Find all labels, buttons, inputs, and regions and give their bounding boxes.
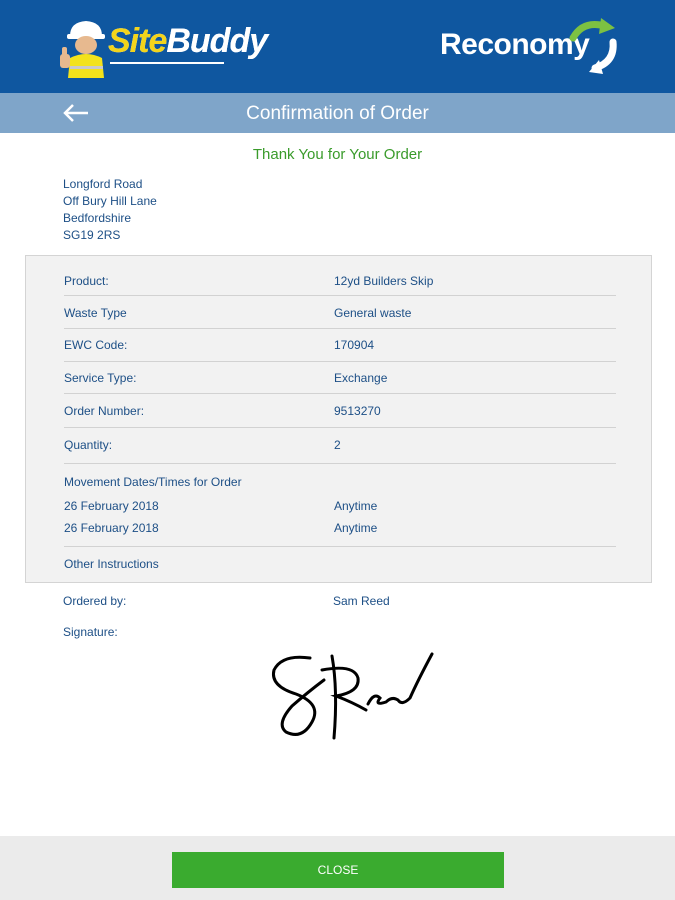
divider xyxy=(64,393,616,394)
footer-bar xyxy=(0,836,675,900)
waste-type-label: Waste Type xyxy=(64,306,127,320)
divider xyxy=(64,463,616,464)
movement-date: 26 February 2018 xyxy=(64,499,159,513)
ordered-by-value: Sam Reed xyxy=(333,594,390,608)
brand-header xyxy=(0,0,675,93)
other-instructions-label: Other Instructions xyxy=(64,557,159,571)
product-value: 12yd Builders Skip xyxy=(334,274,434,288)
address-line: Longford Road xyxy=(63,177,143,191)
ewc-code-value: 170904 xyxy=(334,338,375,352)
sitebuddy-underline xyxy=(110,62,224,64)
builder-mascot-icon xyxy=(56,14,116,78)
address-line: SG19 2RS xyxy=(63,228,121,242)
movement-dates-label: Movement Dates/Times for Order xyxy=(64,475,242,489)
ordered-by-label: Ordered by: xyxy=(63,594,127,608)
waste-type-value: General waste xyxy=(334,306,412,320)
address-line: Bedfordshire xyxy=(63,211,132,225)
divider xyxy=(64,361,616,362)
page-title: Confirmation of Order xyxy=(246,103,429,124)
divider xyxy=(64,546,616,547)
product-label: Product: xyxy=(64,274,109,288)
service-type-value: Exchange xyxy=(334,371,388,385)
reconomy-logo: Reconomy xyxy=(440,28,590,61)
delivery-address xyxy=(63,176,157,244)
title-bar xyxy=(0,93,675,133)
order-details-panel xyxy=(25,255,652,583)
divider xyxy=(64,427,616,428)
movement-date: 26 February 2018 xyxy=(64,521,159,535)
signature-image xyxy=(262,640,442,750)
divider xyxy=(64,295,616,296)
address-line: Off Bury Hill Lane xyxy=(63,194,157,208)
order-number-value: 9513270 xyxy=(334,404,381,418)
sitebuddy-wordmark: SiteBuddy xyxy=(108,22,268,60)
service-type-label: Service Type: xyxy=(64,371,137,385)
divider xyxy=(64,328,616,329)
order-number-label: Order Number: xyxy=(64,404,145,418)
recycle-arrows-icon xyxy=(565,16,621,74)
thank-you-message: Thank You for Your Order xyxy=(252,146,423,163)
close-button[interactable]: CLOSE xyxy=(172,852,504,888)
signature-label: Signature: xyxy=(63,625,118,639)
movement-time: Anytime xyxy=(334,521,378,535)
quantity-value: 2 xyxy=(334,438,341,452)
quantity-label: Quantity: xyxy=(64,438,113,452)
movement-time: Anytime xyxy=(334,499,378,513)
ewc-code-label: EWC Code: xyxy=(64,338,128,352)
